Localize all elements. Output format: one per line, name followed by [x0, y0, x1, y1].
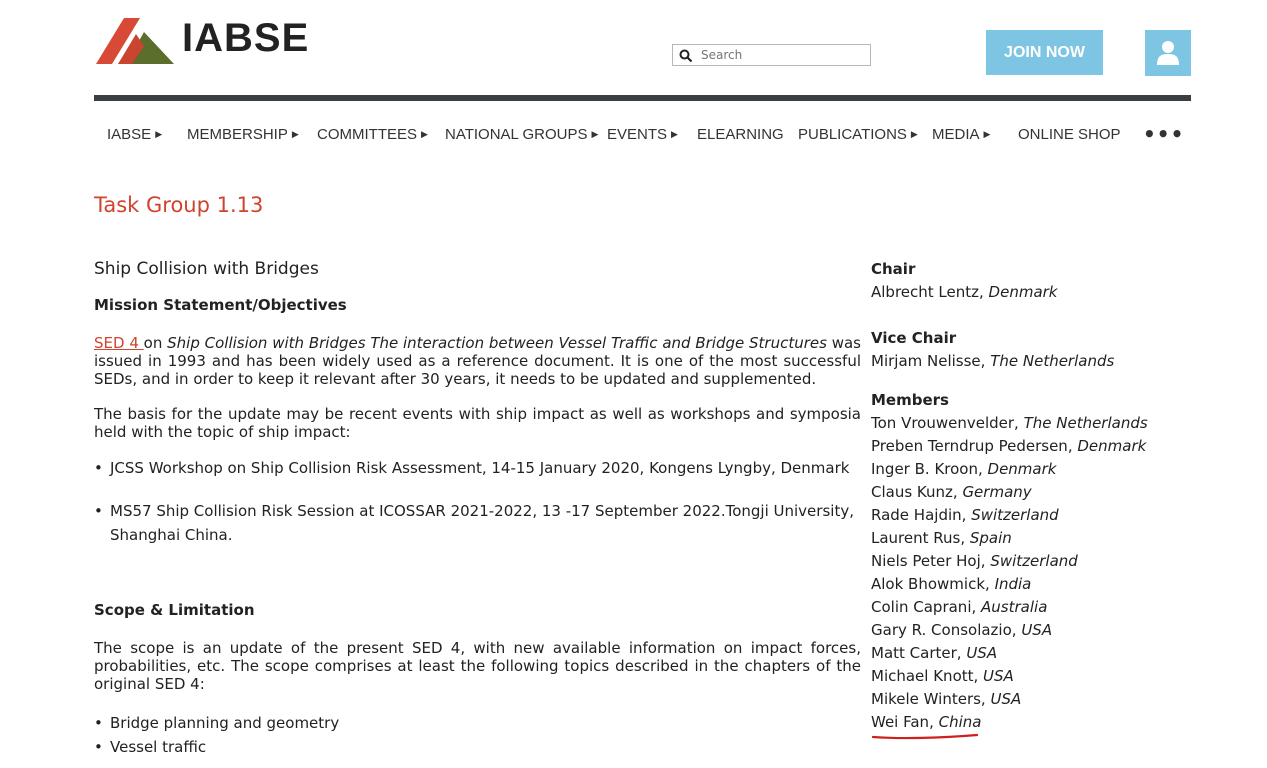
nav-item-publications[interactable]: PUBLICATIONS ▶ [798, 126, 918, 143]
nav-arrow-icon: ▶ [671, 129, 678, 139]
logo-mark-icon [96, 18, 176, 66]
member-row: Mikele Winters, USA [871, 690, 1022, 708]
header-divider-bar [94, 95, 1191, 101]
member-row: Preben Terndrup Pedersen, Denmark [871, 437, 1147, 455]
user-account-button[interactable] [1145, 30, 1191, 76]
join-now-button[interactable]: JOIN NOW [986, 30, 1103, 75]
chair-heading: Chair [871, 260, 916, 278]
nav-arrow-icon: ▶ [591, 129, 599, 139]
page-title: Task Group 1.13 [94, 193, 264, 217]
list-item: • Vessel traffic [94, 735, 861, 759]
list-item: • Bridge planning and geometry [94, 711, 861, 735]
vice-chair-name: Mirjam Nelisse, The Netherlands [871, 352, 1115, 370]
list-item: • JCSS Workshop on Ship Collision Risk Assessment, 14-15 January 2020, Kongens Lyngby, Denmark [94, 459, 861, 477]
member-row: Inger B. Kroon, Denmark [871, 460, 1057, 478]
list-item: • MS57 Ship Collision Risk Session at ICOSSAR 2021-2022, 13 -17 September 2022.Tongji University, Shanghai China. [94, 499, 861, 547]
nav-arrow-icon: ▶ [155, 129, 163, 139]
topics-list [94, 711, 861, 759]
nav-arrow-icon: ▶ [910, 129, 918, 139]
nav-arrow-icon: ▶ [421, 129, 428, 139]
sed4-link[interactable]: SED 4 [94, 334, 144, 352]
members-heading: Members [871, 391, 949, 409]
nav-item-iabse[interactable]: IABSE ▶ [107, 126, 163, 143]
nav-item-committees[interactable]: COMMITTEES ▶ [317, 126, 428, 143]
nav-arrow-icon: ▶ [291, 129, 299, 139]
main-content [94, 258, 861, 759]
search-box[interactable] [672, 44, 871, 66]
member-row: Laurent Rus, Spain [871, 529, 1012, 547]
search-input[interactable] [701, 46, 861, 64]
iabse-logo[interactable] [96, 18, 316, 68]
nav-item-national-groups[interactable]: NATIONAL GROUPS ▶ [445, 126, 599, 143]
member-row: Colin Caprani, Australia [871, 598, 1048, 616]
member-row: Gary R. Consolazio, USA [871, 621, 1053, 639]
nav-item-events[interactable]: EVENTS ▶ [607, 126, 678, 143]
nav-item-elearning[interactable]: ELEARNING [697, 126, 784, 143]
nav-item-media[interactable]: MEDIA ▶ [932, 126, 991, 143]
sed4-title: Ship Collision with Bridges The interaction between Vessel Traffic and Bridge Structures [167, 334, 827, 352]
member-row: Ton Vrouwenvelder, The Netherlands [871, 414, 1148, 432]
nav-item-membership[interactable]: MEMBERSHIP ▶ [187, 126, 299, 143]
member-row: Niels Peter Hoj, Switzerland [871, 552, 1078, 570]
mission-heading: Mission Statement/Objectives [94, 296, 347, 314]
logo-text: IABSE [182, 16, 310, 60]
member-row: Matt Carter, USA [871, 644, 998, 662]
mission-paragraph: SED 4 on Ship Collision with Bridges The interaction between Vessel Traffic and Bridge Structures was issued in 1993 and has been widely used as a reference document. It is one of the most successful SEDs, and in order to keep it relevant after 30 years, it needs to be updated and supplemented. [94, 334, 861, 388]
member-row: Rade Hajdin, Switzerland [871, 506, 1059, 524]
red-underline-annotation [871, 733, 981, 741]
more-menu-icon[interactable]: ••• [1143, 122, 1185, 146]
page-subtitle: Ship Collision with Bridges [94, 259, 319, 279]
member-row: Alok Bhowmick, India [871, 575, 1032, 593]
scope-paragraph: The scope is an update of the present SED 4, with new available information on impact forces, probabilities, etc. The scope comprises at least the following topics described in the chapters of the original SED 4: [94, 639, 861, 693]
committee-sidebar [871, 258, 1191, 734]
nav-item-online-shop[interactable]: ONLINE SHOP [1018, 126, 1121, 143]
main-nav [94, 122, 1191, 150]
events-list [94, 459, 861, 547]
member-row: Wei Fan, China [871, 713, 982, 731]
member-row: Claus Kunz, Germany [871, 483, 1032, 501]
user-icon [1156, 40, 1180, 66]
scope-heading: Scope & Limitation [94, 601, 255, 619]
nav-arrow-icon: ▶ [983, 129, 991, 139]
search-icon [679, 49, 693, 63]
member-row: Michael Knott, USA [871, 667, 1014, 685]
chair-name: Albrecht Lentz, Denmark [871, 283, 1058, 301]
vice-chair-heading: Vice Chair [871, 329, 957, 347]
basis-paragraph: The basis for the update may be recent events with ship impact as well as workshops and symposia held with the topic of ship impact: [94, 405, 861, 441]
